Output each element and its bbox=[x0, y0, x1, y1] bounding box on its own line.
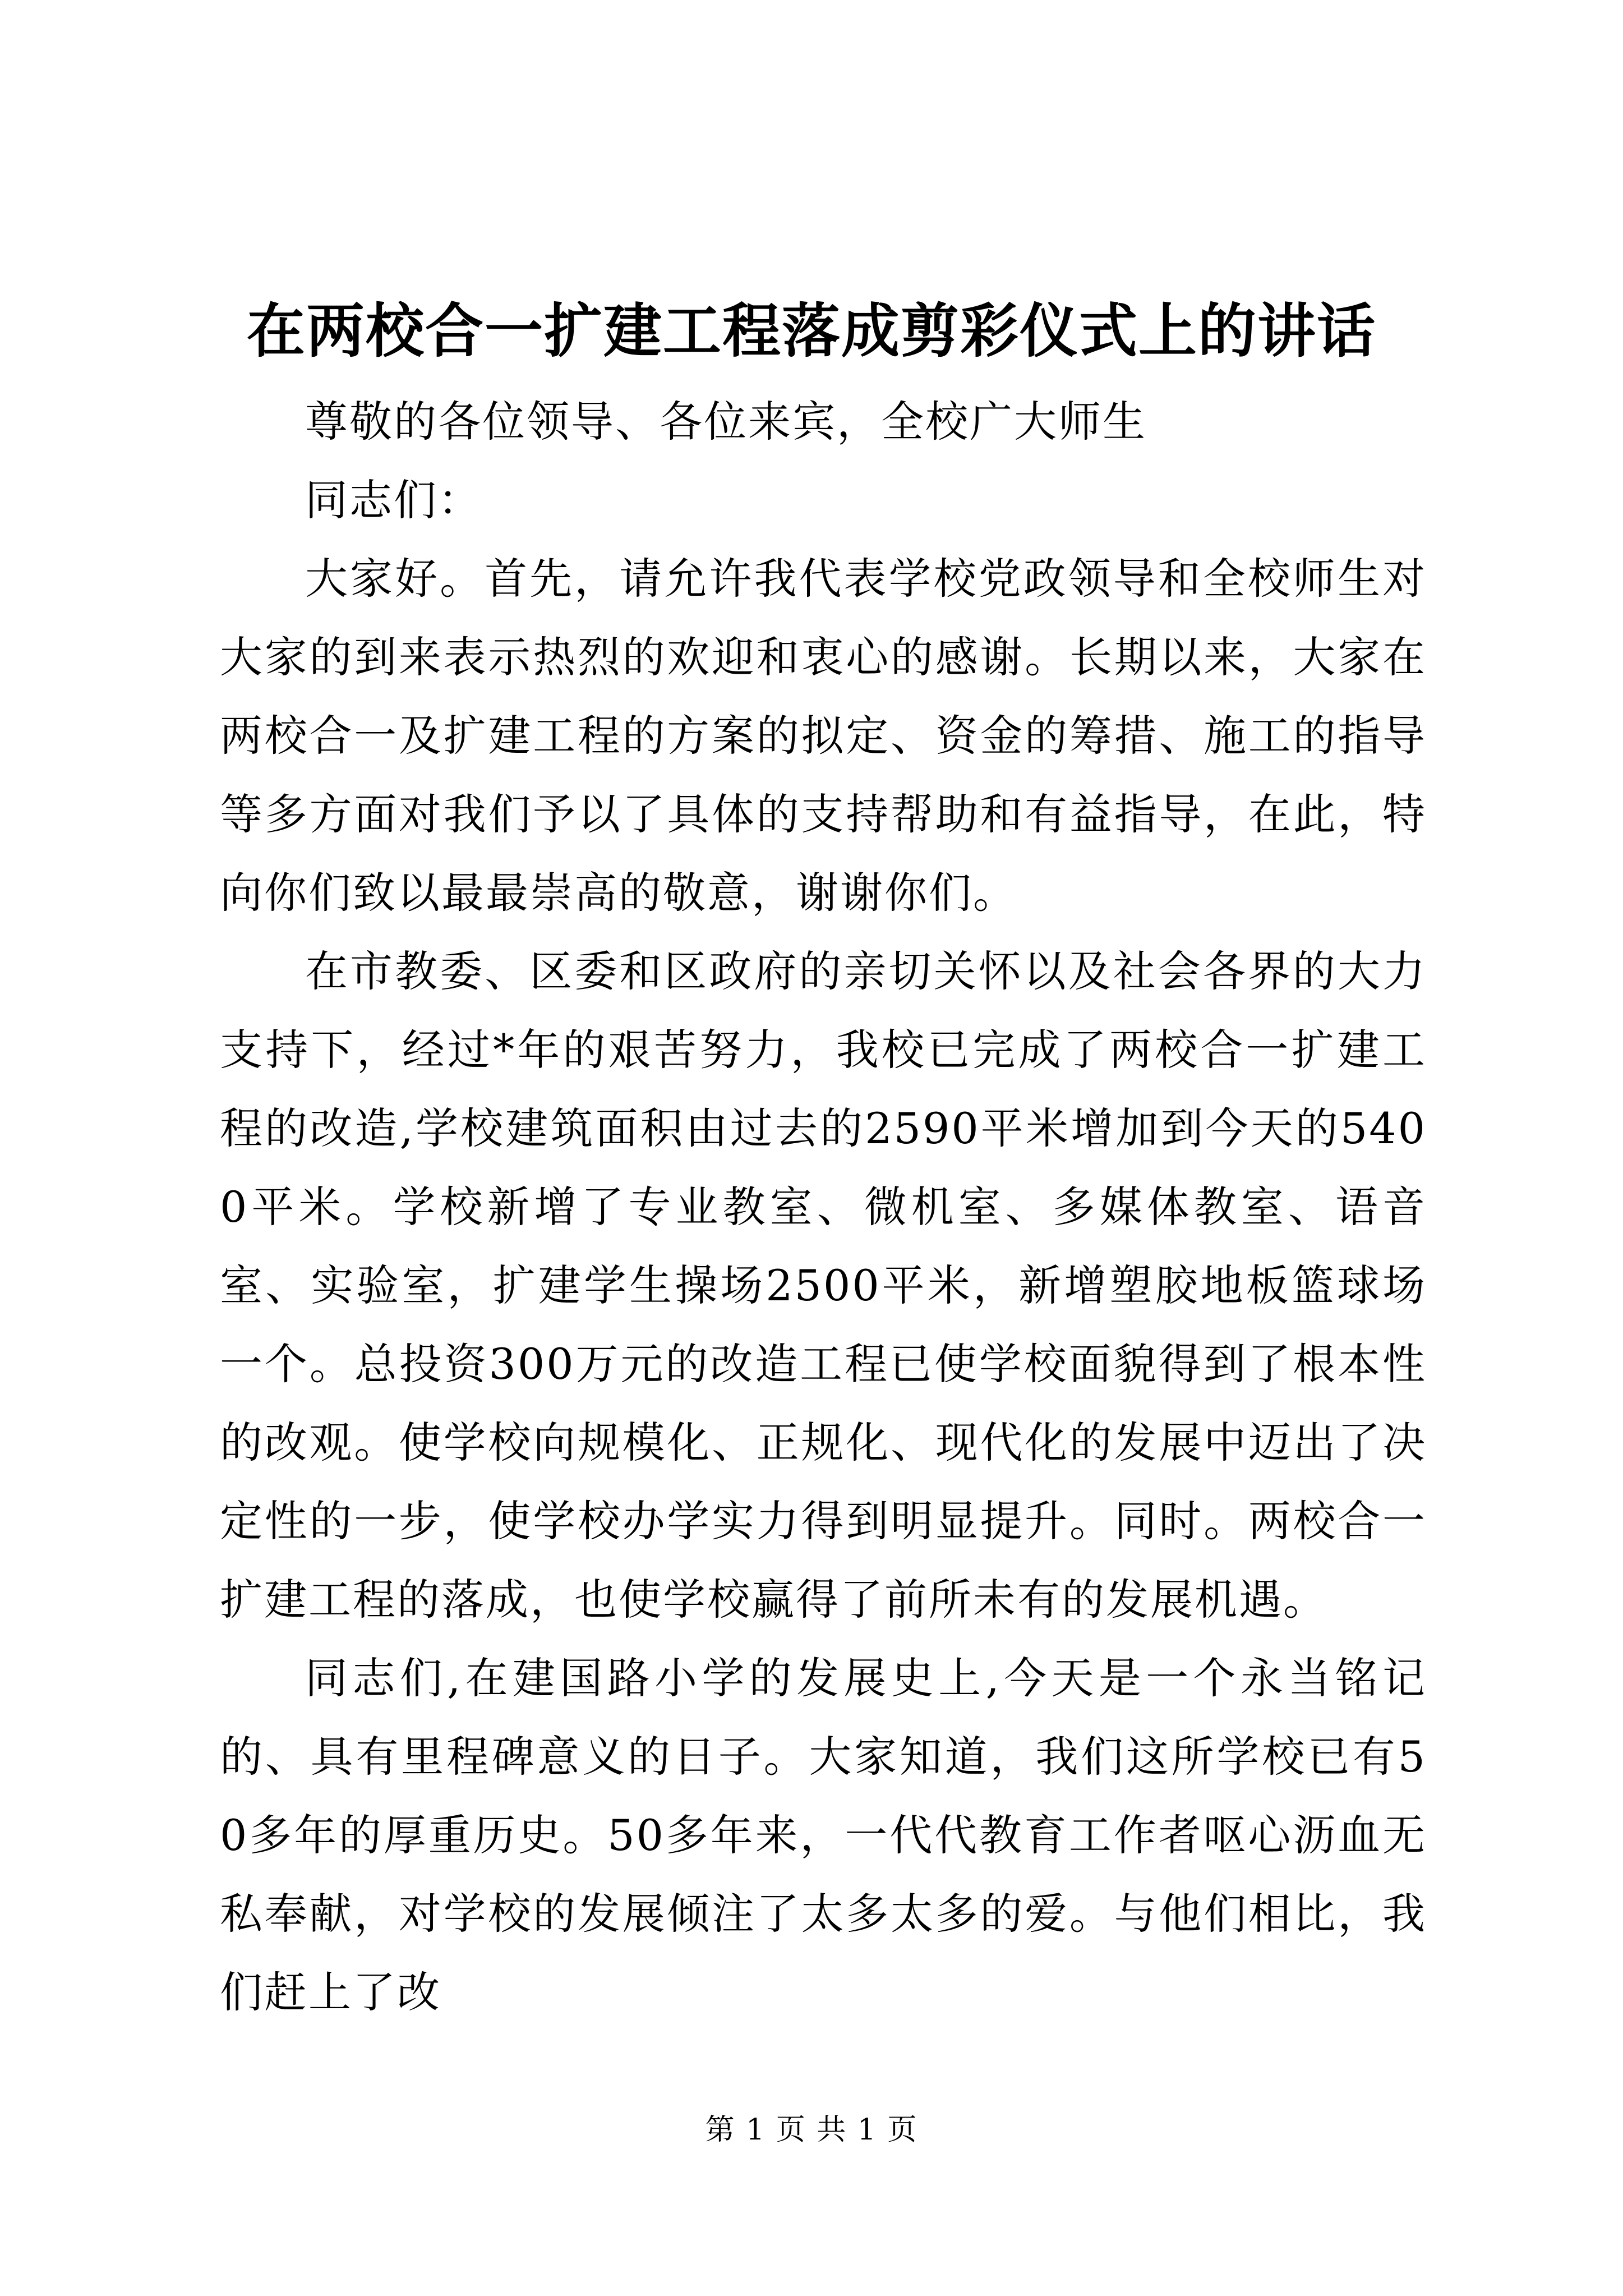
paragraph-welcome: 大家好。首先，请允许我代表学校党政领导和全校师生对大家的到来表示热烈的欢迎和衷心的感谢。长期以来，大家在两校合一及扩建工程的方案的拟定、资金的筹措、施工的指导等多方面对我们予以了具体的支持帮助和有益指导，在此，特向你们致以最最崇高的敬意，谢谢你们。 bbox=[220, 554, 1427, 918]
paragraph-greeting: 同志们： bbox=[305, 475, 482, 525]
paragraph-salutation: 尊敬的各位领导、各位来宾，全校广大师生 bbox=[305, 397, 1147, 447]
page-footer: 第 1 页 共 1 页 bbox=[705, 2113, 918, 2147]
document-body bbox=[220, 383, 1427, 2032]
paragraph-achievements: 在市教委、区委和区政府的亲切关怀以及社会各界的大力支持下，经过*年的艰苦努力，我校已完成了两校合一扩建工程的改造,学校建筑面积由过去的2590平米增加到今天的5400平米。学校新增了专业教室、微机室、多媒体教室、语音室、实验室，扩建学生操场2500平米，新增塑胶地板篮球场一个。总投资300万元的改造工程已使学校面貌得到了根本性的改观。使学校向规模化、正规化、现代化的发展中迈出了决定性的一步，使学校办学实力得到明显提升。同时。两校合一扩建工程的落成，也使学校赢得了前所未有的发展机遇。 bbox=[220, 946, 1427, 1625]
paragraph-history: 同志们,在建国路小学的发展史上,今天是一个永当铭记的、具有里程碑意义的日子。大家知道，我们这所学校已有50多年的厚重历史。50多年来，一代代教育工作者呕心沥血无私奉献，对学校的发展倾注了太多太多的爱。与他们相比，我们赶上了改 bbox=[220, 1653, 1427, 2017]
document-title: 在两校合一扩建工程落成剪彩仪式上的讲话 bbox=[246, 296, 1376, 365]
